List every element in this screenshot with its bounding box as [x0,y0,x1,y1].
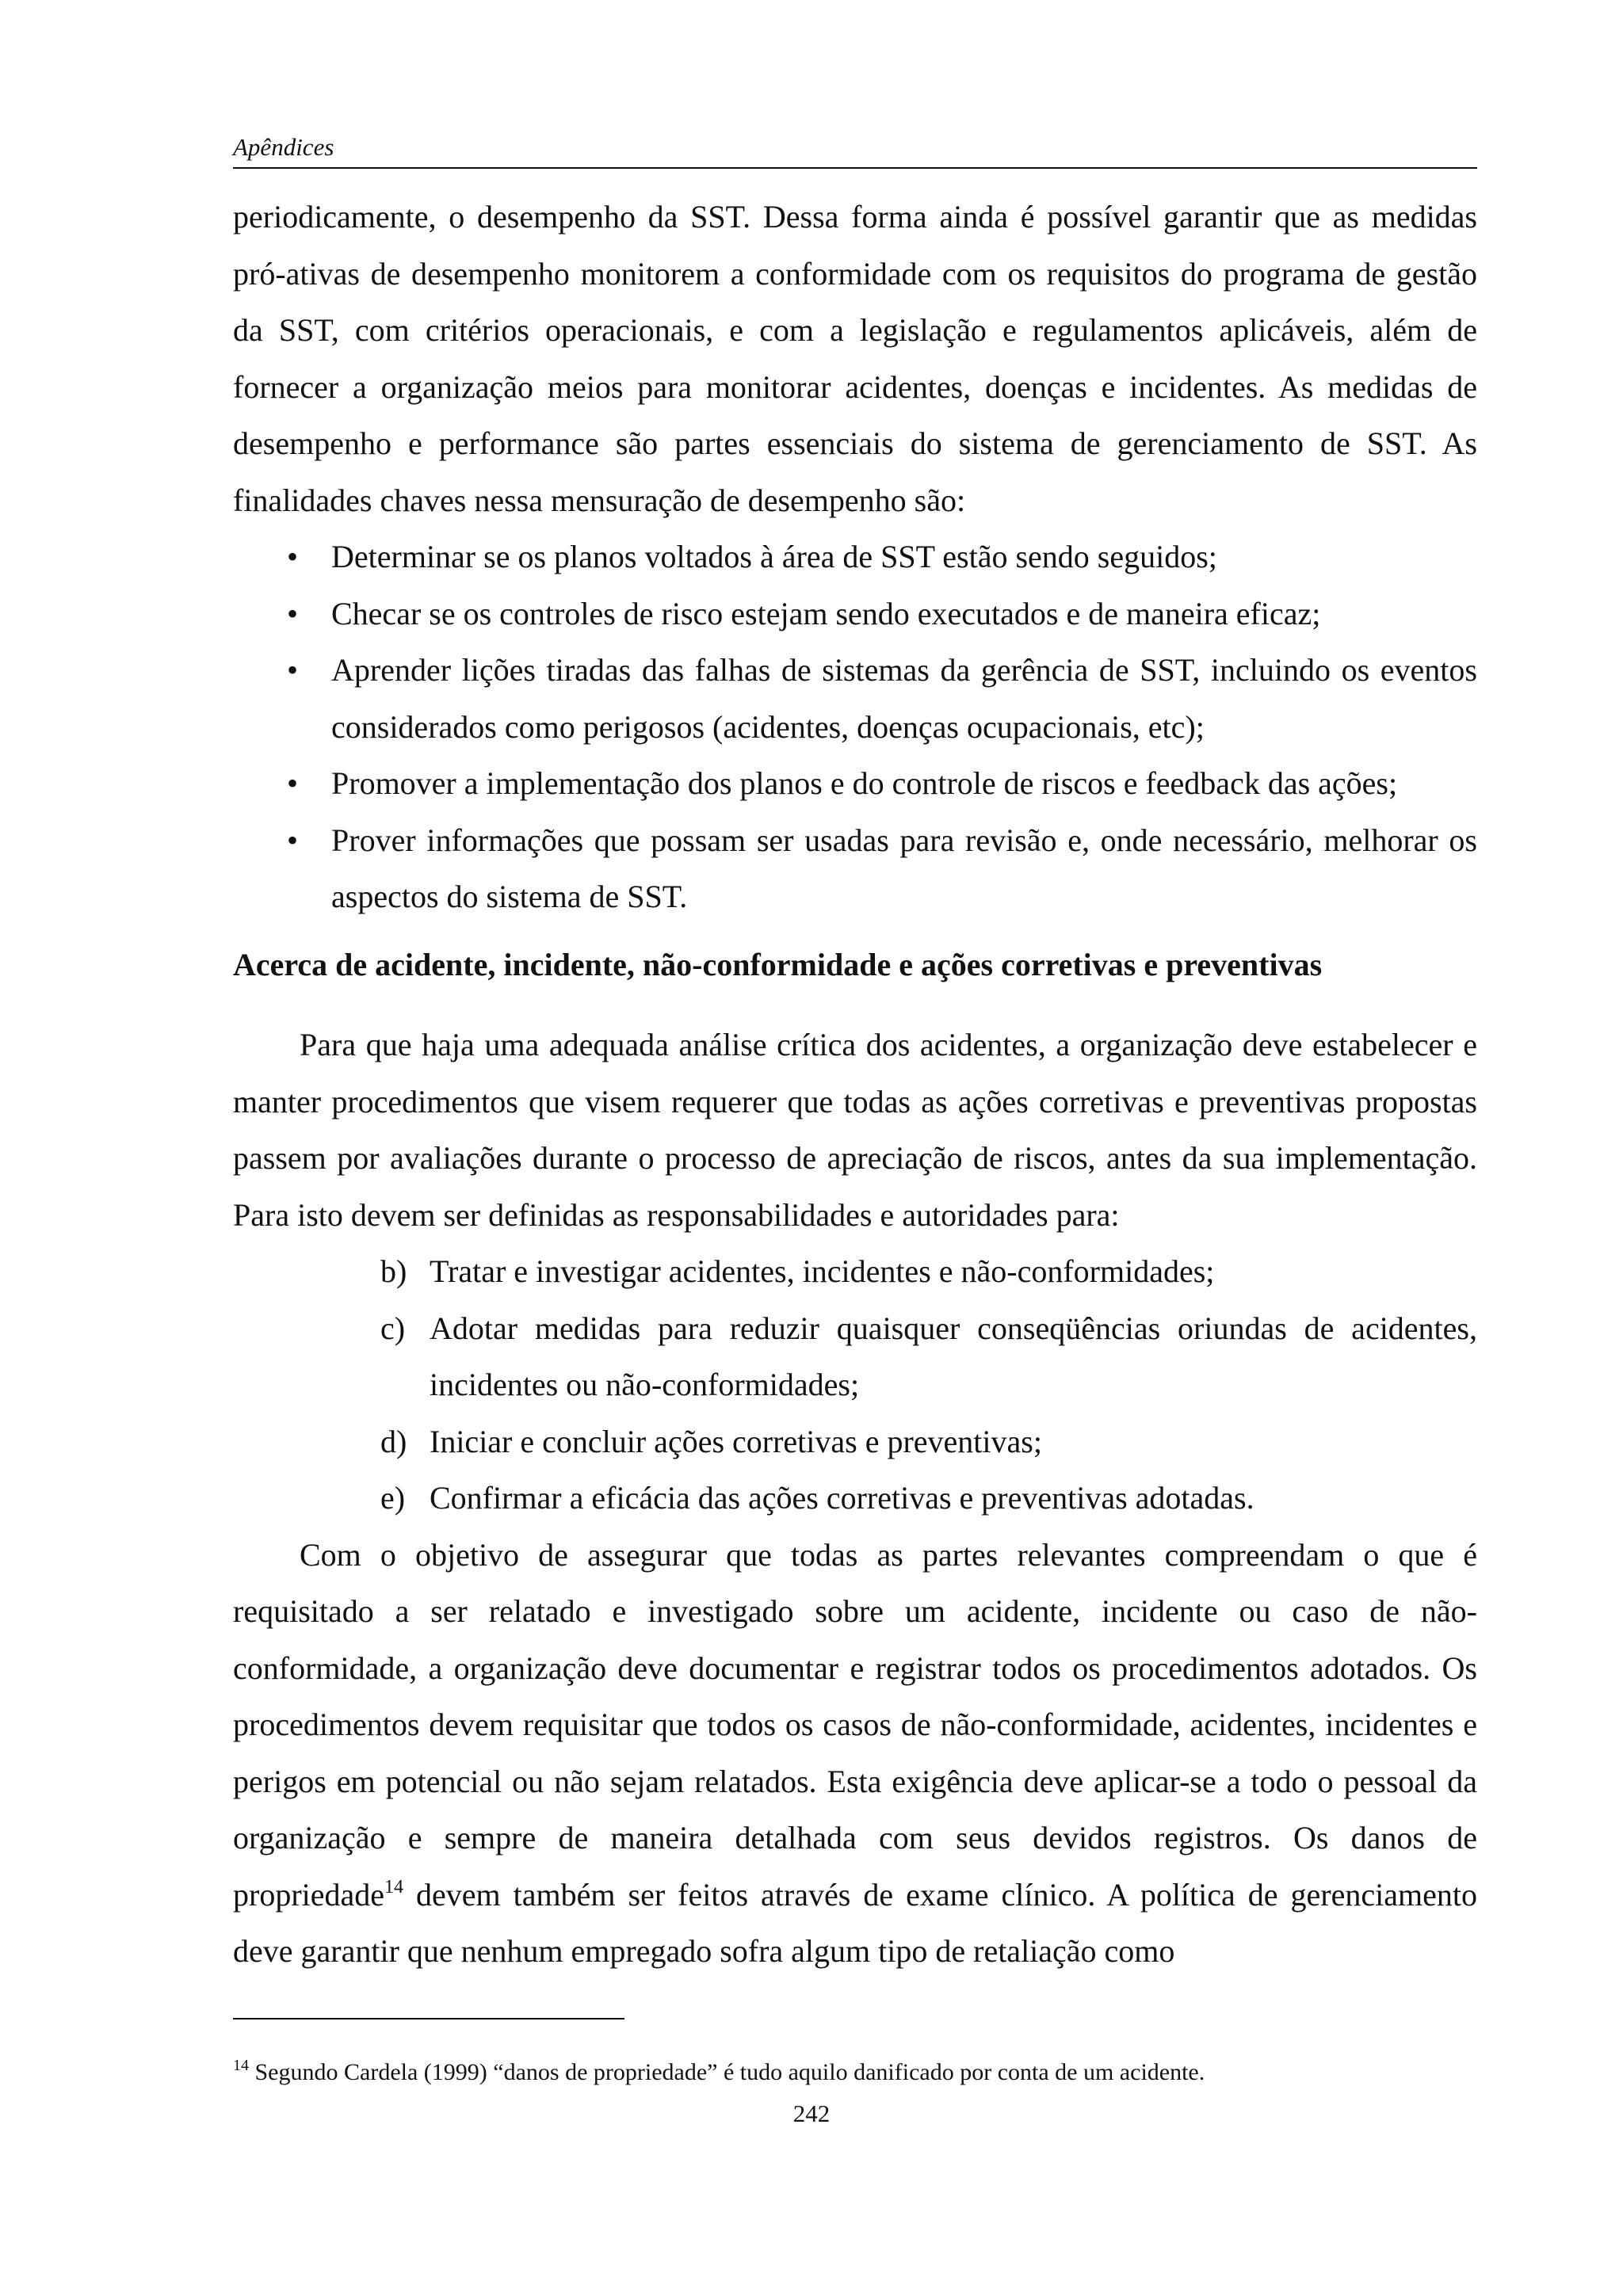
section-heading: Acerca de acidente, incidente, não-conformidade e ações corretivas e preventivas [233,946,1323,982]
paragraph-procedures: Para que haja uma adequada análise crítica dos acidentes, a organização deve estabelecer e manter procedimentos que visem requerer que todas as ações corretivas e preventivas propostas passem por avaliações durante o processo de apreciação de riscos, antes da sua implementação. Para isto devem ser definidas as responsabilidades e autoridades para: [233,1027,1477,1233]
footnote-separator [233,2018,624,2019]
bullet-icon: • [286,822,298,858]
list-item-text: Tratar e investigar acidentes, incidentes e não-conformidades; [430,1253,1215,1289]
bullet-list [233,528,1477,925]
list-item-text: Prover informações que possam ser usadas para revisão e, onde necessário, melhorar os aspectos do sistema de SST. [331,822,1477,914]
footnote-number: 14 [233,2057,249,2074]
list-item-text: Adotar medidas para reduzir quaisquer conseqüências oriundas de acidentes, incidentes ou não-conformidades; [430,1310,1477,1402]
list-item [233,528,1477,585]
paragraph-text: Com o objetivo de assegurar que todas as partes relevantes compreendam o que é requisitado a ser relatado e investigado sobre um acidente, incidente ou caso de não-conformidade, a organização deve documentar e registrar todos os procedimentos adotados. Os procedimentos devem requisitar que todos os casos de não-conformidade, acidentes, incidentes e perigos em potencial ou não sejam relatados. Esta exigência deve aplicar-se a todo o pessoal da organização e sempre de maneira detalhada com seus devidos registros. Os danos de propriedade [233,1536,1477,1913]
lettered-list [233,1243,1477,1527]
list-item-marker: d) [380,1423,407,1459]
list-item [233,755,1477,812]
paragraph-reporting [233,1527,1477,1980]
intro-paragraph: periodicamente, o desempenho da SST. Dessa forma ainda é possível garantir que as medidas pró-ativas de desempenho monitorem a conformidade com os requisitos do programa de gestão da SST, com critérios operacionais, e com a legislação e regulamentos aplicáveis, além de fornecer a organização meios para monitorar acidentes, doenças e incidentes. As medidas de desempenho e performance são partes essenciais do sistema de gerenciamento de SST. As finalidades chaves nessa mensuração de desempenho são: [233,199,1477,518]
list-item-text: Promover a implementação dos planos e do controle de riscos e feedback das ações; [331,765,1398,801]
list-item [233,642,1477,755]
list-item [233,1413,1477,1470]
paragraph-text: devem também ser feitos através de exame clínico. A política de gerenciamento deve garantir que nenhum empregado sofra algum tipo de retaliação como [233,1876,1477,1969]
footnote-reference: 14 [384,1876,404,1897]
bullet-icon: • [286,765,298,801]
list-item-text: Iniciar e concluir ações corretivas e preventivas; [430,1423,1042,1459]
list-item [233,585,1477,643]
body-text [233,189,1477,1980]
running-header: Apêndices [233,133,334,161]
list-item-text: Aprender lições tiradas das falhas de sistemas da gerência de SST, incluindo os eventos considerados como perigosos (acidentes, doenças ocupacionais, etc); [331,652,1477,745]
page-number: 242 [792,2100,831,2127]
list-item [233,812,1477,925]
bullet-icon: • [286,652,298,688]
list-item [233,1300,1477,1413]
list-item [233,1470,1477,1527]
list-item-marker: e) [380,1480,406,1516]
header-rule [233,167,1477,169]
bullet-icon: • [286,539,298,574]
list-item-text: Confirmar a eficácia das ações corretivas e preventivas adotadas. [430,1480,1254,1516]
footnote-text: Segundo Cardela (1999) “danos de propriedade” é tudo aquilo danificado por conta de um acidente. [249,2059,1205,2085]
list-item-marker: b) [380,1253,407,1289]
footnote [233,2058,1477,2087]
list-item-text: Checar se os controles de risco estejam sendo executados e de maneira eficaz; [331,595,1321,631]
list-item-marker: c) [380,1310,406,1346]
list-item [233,1243,1477,1300]
list-item-text: Determinar se os planos voltados à área de SST estão sendo seguidos; [331,539,1217,574]
bullet-icon: • [286,595,298,631]
